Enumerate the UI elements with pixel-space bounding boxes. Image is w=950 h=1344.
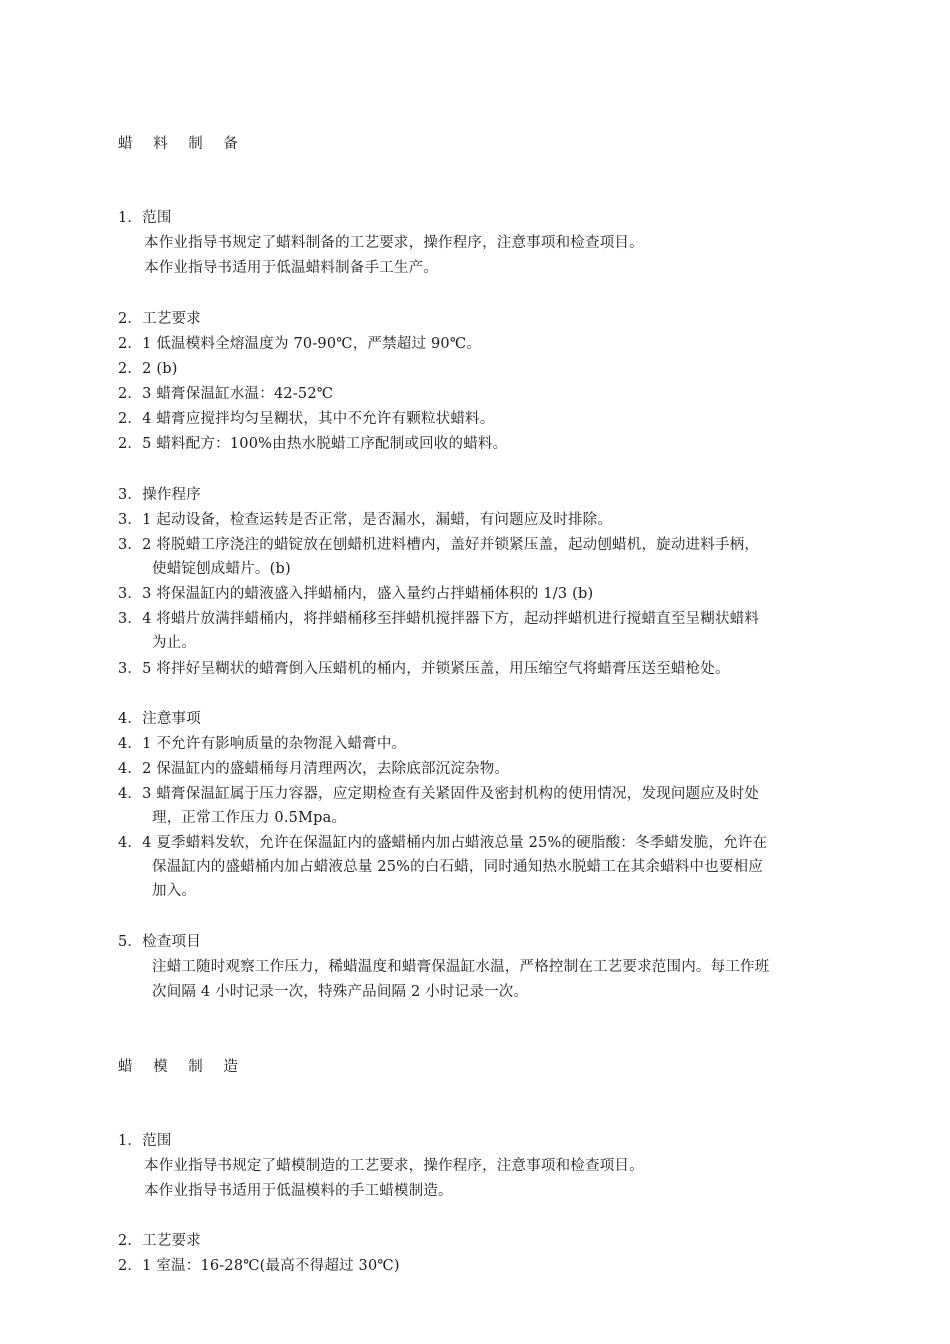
paragraph: 本作业指导书适用于低温模料的手工蜡模制造。 <box>144 1183 453 1199</box>
list-item: 4．3 蜡膏保温缸属于压力容器，应定期检查有关紧固件及密封机构的使用情况，发现问题应及时处 <box>118 786 760 802</box>
list-item: 3．4 将蜡片放满拌蜡桶内，将拌蜡桶移至拌蜡机搅拌器下方，起动拌蜡机进行搅蜡直至呈糊状蜡料 <box>118 611 760 627</box>
list-item: 4．1 不允许有影响质量的杂物混入蜡膏中。 <box>118 736 407 752</box>
list-item-continuation: 保温缸内的盛蜡桶内加占蜡液总量 25%的白石蜡，同时通知热水脱蜡工在其余蜡料中也要相应 <box>152 859 763 875</box>
list-item: 2．5 蜡料配方：100%由热水脱蜡工序配制或回收的蜡料。 <box>118 436 508 452</box>
list-item: 3．3 将保温缸内的蜡液盛入拌蜡桶内，盛入量约占拌蜡桶体积的 1/3 (b) <box>118 586 594 602</box>
list-item-continuation: 加入。 <box>152 883 197 899</box>
heading-requirements: 2．工艺要求 <box>118 1233 201 1249</box>
paragraph: 注蜡工随时观察工作压力，稀蜡温度和蜡膏保温缸水温，严格控制在工艺要求范围内。每工作班 <box>152 959 770 975</box>
paragraph: 次间隔 4 小时记录一次，特殊产品间隔 2 小时记录一次。 <box>152 984 529 1000</box>
list-item: 4．2 保温缸内的盛蜡桶每月清理两次，去除底部沉淀杂物。 <box>118 761 510 777</box>
list-item-continuation: 理，正常工作压力 0.5Mpa。 <box>152 810 347 826</box>
paragraph: 本作业指导书规定了蜡模制造的工艺要求，操作程序，注意事项和检查项目。 <box>144 1158 644 1174</box>
list-item: 2．1 低温模料全熔温度为 70-90℃，严禁超过 90℃。 <box>118 336 481 352</box>
list-item: 4．4 夏季蜡料发软，允许在保温缸内的盛蜡桶内加占蜡液总量 25%的硬脂酸：冬季蜡发脆，允许在 <box>118 835 768 851</box>
heading-scope: 1．范围 <box>118 210 172 226</box>
section-title: 蜡 模 制 造 <box>118 1059 246 1075</box>
list-item: 2．4 蜡膏应搅拌均匀呈糊状，其中不允许有颗粒状蜡料。 <box>118 411 495 427</box>
heading-scope: 1．范围 <box>118 1133 172 1149</box>
list-item: 3．1 起动设备，检查运转是否正常，是否漏水，漏蜡，有问题应及时排除。 <box>118 512 613 528</box>
paragraph: 本作业指导书适用于低温蜡料制备手工生产。 <box>144 260 438 276</box>
list-item: 2．3 蜡膏保温缸水温：42-52℃ <box>118 386 334 402</box>
list-item: 3．2 将脱蜡工序浇注的蜡锭放在刨蜡机进料槽内，盖好并锁紧压盖，起动刨蜡机，旋动进料手柄， <box>118 537 760 553</box>
heading-inspection: 5．检查项目 <box>118 934 201 950</box>
list-item: 2．1 室温：16-28℃(最高不得超过 30℃) <box>118 1258 400 1274</box>
heading-requirements: 2．工艺要求 <box>118 311 201 327</box>
heading-notes: 4．注意事项 <box>118 711 201 727</box>
list-item: 2．2 (b) <box>118 361 178 377</box>
list-item: 3．5 将拌好呈糊状的蜡膏倒入压蜡机的桶内，并锁紧压盖，用压缩空气将蜡膏压送至蜡枪处。 <box>118 661 730 677</box>
list-item-continuation: 为止。 <box>152 635 197 651</box>
paragraph: 本作业指导书规定了蜡料制备的工艺要求，操作程序，注意事项和检查项目。 <box>144 235 644 251</box>
section-title: 蜡 料 制 备 <box>118 136 246 152</box>
heading-procedure: 3．操作程序 <box>118 487 201 503</box>
list-item-continuation: 使蜡锭刨成蜡片。(b) <box>152 561 291 577</box>
